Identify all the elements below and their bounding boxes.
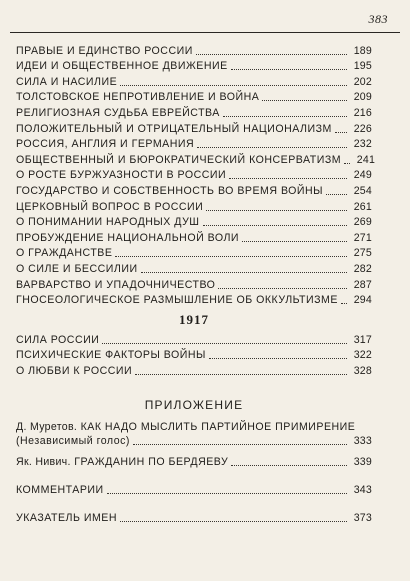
header-rule bbox=[10, 32, 400, 33]
leader-dots bbox=[102, 343, 347, 344]
toc-entry-title: ГОСУДАРСТВО И СОБСТВЕННОСТЬ ВО ВРЕМЯ ВОЙНЫ bbox=[16, 184, 324, 197]
leader-dots bbox=[231, 69, 347, 70]
toc-entry-title: ПРАВЫЕ И ЕДИНСТВО РОССИИ bbox=[16, 44, 193, 57]
toc-entry-title: РОССИЯ, АНГЛИЯ И ГЕРМАНИЯ bbox=[16, 138, 195, 151]
leader-dots bbox=[135, 374, 347, 375]
appendix-subtitle: (Независимый голос) bbox=[16, 434, 130, 447]
toc-entry-page: 249 bbox=[353, 169, 372, 182]
toc-entry[interactable] bbox=[16, 120, 372, 136]
toc-entry-page: 328 bbox=[353, 364, 372, 377]
appendix-entry-title bbox=[16, 456, 228, 469]
appendix-title: КАК НАДО МЫСЛИТЬ ПАРТИЙНОЕ ПРИМИРЕНИЕ bbox=[80, 420, 356, 433]
toc-entry-title: ЦЕРКОВНЫЙ ВОПРОС В РОССИИ bbox=[16, 200, 204, 213]
toc-entry-title: ОБЩЕСТВЕННЫЙ И БЮРОКРАТИЧЕСКИЙ КОНСЕРВАТИЗМ bbox=[16, 153, 342, 166]
toc-entry-title: О РОСТЕ БУРЖУАЗНОСТИ В РОССИИ bbox=[16, 169, 227, 182]
toc-entry[interactable] bbox=[16, 347, 372, 363]
appendix-entry-muretov[interactable] bbox=[16, 420, 372, 434]
leader-dots bbox=[229, 178, 347, 179]
toc-entry-page: 339 bbox=[353, 456, 372, 469]
appendix-list bbox=[16, 420, 372, 525]
leader-dots bbox=[197, 147, 347, 148]
toc-entry[interactable] bbox=[16, 136, 372, 152]
leader-dots bbox=[218, 288, 347, 289]
toc-entry[interactable] bbox=[16, 104, 372, 120]
toc-entry[interactable] bbox=[16, 58, 372, 74]
leader-dots bbox=[107, 493, 347, 494]
toc-entry-title: ГНОСЕОЛОГИЧЕСКОЕ РАЗМЫШЛЕНИЕ ОБ ОККУЛЬТИЗМЕ bbox=[16, 294, 338, 307]
toc-entry[interactable] bbox=[16, 167, 372, 183]
leader-dots bbox=[242, 241, 347, 242]
toc-entry-page: 209 bbox=[353, 91, 372, 104]
leader-dots bbox=[206, 210, 347, 211]
toc-entry-title: ПРОБУЖДЕНИЕ НАЦИОНАЛЬНОЙ ВОЛИ bbox=[16, 231, 240, 244]
toc-entry-title: УКАЗАТЕЛЬ ИМЕН bbox=[16, 511, 118, 524]
toc-entry-title: О ПОНИМАНИИ НАРОДНЫХ ДУШ bbox=[16, 216, 200, 229]
toc-entry[interactable] bbox=[16, 276, 372, 292]
toc-entry-title: ВАРВАРСТВО И УПАДОЧНИЧЕСТВО bbox=[16, 278, 216, 291]
leader-dots bbox=[223, 116, 347, 117]
toc-entry-title: СИЛА РОССИИ bbox=[16, 333, 100, 346]
toc-entry-page: 287 bbox=[353, 278, 372, 291]
leader-dots bbox=[341, 303, 347, 304]
toc-entry[interactable] bbox=[16, 198, 372, 214]
toc-entry-title: О ГРАЖДАНСТВЕ bbox=[16, 247, 113, 260]
toc-entry-page: 271 bbox=[353, 231, 372, 244]
toc-entry-title: ТОЛСТОВСКОЕ НЕПРОТИВЛЕНИЕ И ВОЙНА bbox=[16, 91, 260, 104]
leader-dots bbox=[133, 444, 347, 445]
toc-entry[interactable] bbox=[16, 245, 372, 261]
appendix-entry-nivich[interactable] bbox=[16, 454, 372, 470]
toc-entry-page: 226 bbox=[353, 122, 372, 135]
appendix-entry-index[interactable] bbox=[16, 509, 372, 525]
toc-entry[interactable] bbox=[16, 331, 372, 347]
toc-entry-title: КОММЕНТАРИИ bbox=[16, 484, 104, 497]
leader-dots bbox=[209, 358, 347, 359]
toc-entry[interactable] bbox=[16, 260, 372, 276]
leader-dots bbox=[115, 256, 347, 257]
toc-entry[interactable] bbox=[16, 214, 372, 230]
leader-dots bbox=[120, 521, 347, 522]
table-of-contents bbox=[16, 42, 376, 525]
toc-entry[interactable] bbox=[16, 151, 376, 167]
toc-entry-page: 254 bbox=[353, 184, 372, 197]
appendix-entry-comments[interactable] bbox=[16, 481, 372, 497]
toc-entry-title: ПСИХИЧЕСКИЕ ФАКТОРЫ ВОЙНЫ bbox=[16, 349, 206, 362]
leader-dots bbox=[203, 225, 347, 226]
leader-dots bbox=[141, 272, 347, 273]
toc-entry-page: 275 bbox=[353, 247, 372, 260]
toc-entry[interactable] bbox=[16, 89, 372, 105]
toc-entry-title: О ЛЮБВИ К РОССИИ bbox=[16, 364, 133, 377]
toc-entry[interactable] bbox=[16, 42, 372, 58]
toc-entry[interactable] bbox=[16, 229, 372, 245]
toc-entry-page: 261 bbox=[353, 200, 372, 213]
toc-entry-title: РЕЛИГИОЗНАЯ СУДЬБА ЕВРЕЙСТВА bbox=[16, 106, 220, 119]
toc-entry-page: 269 bbox=[353, 216, 372, 229]
leader-dots bbox=[196, 54, 347, 55]
toc-entry-page: 373 bbox=[353, 511, 372, 524]
leader-dots bbox=[262, 100, 347, 101]
toc-entry-page: 232 bbox=[353, 138, 372, 151]
toc-entry-title: СИЛА И НАСИЛИЕ bbox=[16, 75, 118, 88]
toc-entry-page: 294 bbox=[353, 294, 372, 307]
appendix-entry-title bbox=[16, 421, 355, 434]
toc-entry-page: 282 bbox=[353, 262, 372, 275]
page-number: 383 bbox=[368, 12, 388, 26]
appendix-author: Як. Нивич. bbox=[16, 456, 71, 469]
year-heading: 1917 bbox=[179, 312, 209, 328]
toc-entry-title: ИДЕИ И ОБЩЕСТВЕННОЕ ДВИЖЕНИЕ bbox=[16, 60, 228, 73]
leader-dots bbox=[344, 163, 350, 164]
toc-entry[interactable] bbox=[16, 292, 372, 308]
toc-entry-page: 333 bbox=[353, 434, 372, 447]
toc-entry-title: О СИЛЕ И БЕССИЛИИ bbox=[16, 262, 138, 275]
toc-entry[interactable] bbox=[16, 182, 372, 198]
toc-entry-page: 322 bbox=[353, 349, 372, 362]
toc-entry-page: 216 bbox=[353, 106, 372, 119]
leader-dots bbox=[335, 132, 347, 133]
appendix-entry-muretov-subtitle[interactable] bbox=[16, 434, 372, 448]
toc-entry-title: ПОЛОЖИТЕЛЬНЫЙ И ОТРИЦАТЕЛЬНЫЙ НАЦИОНАЛИЗМ bbox=[16, 122, 332, 135]
toc-entry-page: 317 bbox=[353, 333, 372, 346]
appendix-heading: ПРИЛОЖЕНИЕ bbox=[144, 397, 244, 412]
leader-dots bbox=[326, 194, 347, 195]
toc-entry[interactable] bbox=[16, 362, 372, 378]
leader-dots bbox=[231, 465, 347, 466]
toc-entry-page: 202 bbox=[353, 75, 372, 88]
toc-entry-page: 241 bbox=[356, 153, 376, 166]
toc-entry-page: 195 bbox=[353, 60, 372, 73]
toc-entry[interactable] bbox=[16, 73, 372, 89]
toc-entry-page: 343 bbox=[353, 484, 372, 497]
appendix-author: Д. Муретов. bbox=[16, 420, 78, 433]
leader-dots bbox=[120, 85, 347, 86]
appendix-title: ГРАЖДАНИН ПО БЕРДЯЕВУ bbox=[74, 456, 229, 469]
toc-entry-page: 189 bbox=[353, 44, 372, 57]
